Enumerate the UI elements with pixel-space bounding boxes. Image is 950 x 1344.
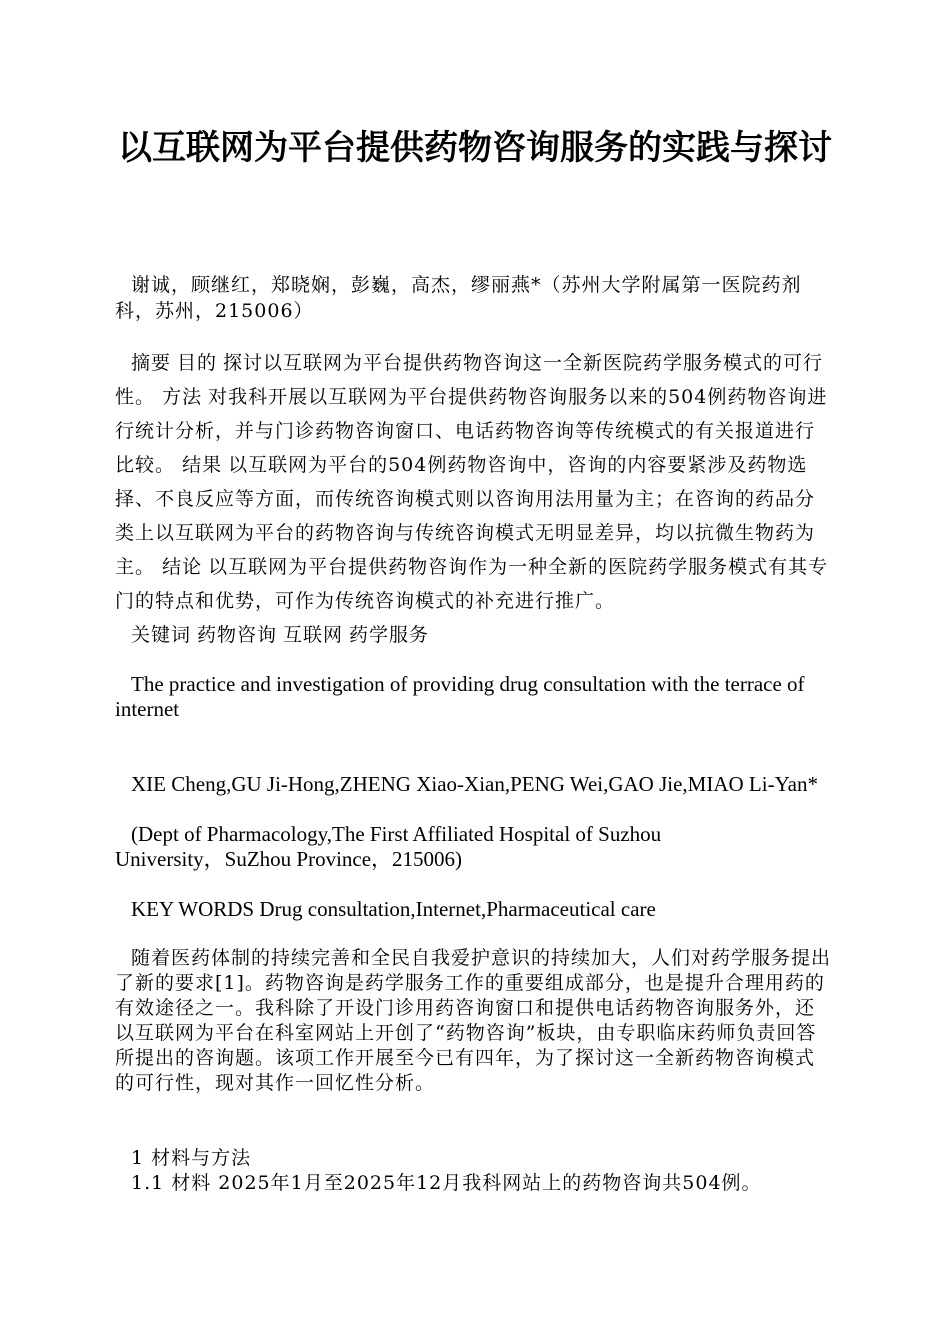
section-1-1: 1.1 材料 2025年1月至2025年12月我科网站上的药物咨询共504例。 bbox=[131, 1172, 762, 1194]
keywords-cn bbox=[115, 622, 833, 648]
authors-en: XIE Cheng,GU Ji-Hong,ZHENG Xiao-Xian,PENG Wei,GAO Jie,MIAO Li-Yan* bbox=[131, 772, 818, 796]
keyword-cn-item: 互联网 bbox=[283, 624, 344, 646]
keyword-cn-item: 药物咨询 bbox=[197, 624, 278, 646]
objective-text: 探讨以互联网为平台提供药物咨询这一全新医院药学服务模式的可行性。 bbox=[115, 352, 824, 408]
keywords-en: KEY WORDS Drug consultation,Internet,Pharmaceutical care bbox=[131, 897, 656, 921]
conclusion-label: 结论 bbox=[162, 556, 203, 578]
objective-label: 目的 bbox=[177, 352, 218, 374]
methods-text: 对我科开展以互联网为平台提供药物咨询服务以来的504例药物咨询进行统计分析，并与门诊药物咨询窗口、电话药物咨询等传统模式的有关报道进行比较。 bbox=[115, 386, 828, 476]
keywords-cn-label: 关键词 bbox=[131, 624, 192, 646]
paper-title: 以互联网为平台提供药物咨询服务的实践与探讨 bbox=[118, 128, 832, 168]
abstract-cn bbox=[115, 346, 833, 618]
affiliation-en: (Dept of Pharmacology,The First Affiliated Hospital of Suzhou University，SuZhou Province，215006) bbox=[115, 822, 662, 871]
section-heading: 1 材料与方法 bbox=[131, 1147, 252, 1169]
title-en: The practice and investigation of providing drug consultation with the terrace of internet bbox=[115, 672, 805, 721]
keyword-cn-item: 药学服务 bbox=[349, 624, 430, 646]
methods-label: 方法 bbox=[162, 386, 203, 408]
results-label: 结果 bbox=[182, 454, 223, 476]
authors-cn: 谢诚，顾继红，郑晓娴，彭巍，高杰，缪丽燕*（苏州大学附属第一医院药剂科，苏州，215006） bbox=[115, 274, 802, 322]
abstract-label: 摘要 bbox=[131, 352, 172, 374]
intro-paragraph: 随着医药体制的持续完善和全民自我爱护意识的持续加大，人们对药学服务提出了新的要求[1]。药物咨询是药学服务工作的重要组成部分，也是提升合理用药的有效途径之一。我科除了开设门诊用药咨询窗口和提供电话药物咨询服务外，还以互联网为平台在科室网站上开创了“药物咨询”板块，由专职临床药师负责回答所提出的咨询题。该项工作开展至今已有四年，为了探讨这一全新药物咨询模式的可行性，现对其作一回忆性分析。 bbox=[115, 947, 832, 1094]
conclusion-text: 以互联网为平台提供药物咨询作为一种全新的医院药学服务模式有其专门的特点和优势，可作为传统咨询模式的补充进行推广。 bbox=[115, 556, 829, 612]
results-text: 以互联网为平台的504例药物咨询中，咨询的内容要紧涉及药物选择、不良反应等方面，而传统咨询模式则以咨询用法用量为主；在咨询的药品分类上以互联网为平台的药物咨询与传统咨询模式无明显差异，均以抗微生物药为主。 bbox=[115, 454, 816, 578]
